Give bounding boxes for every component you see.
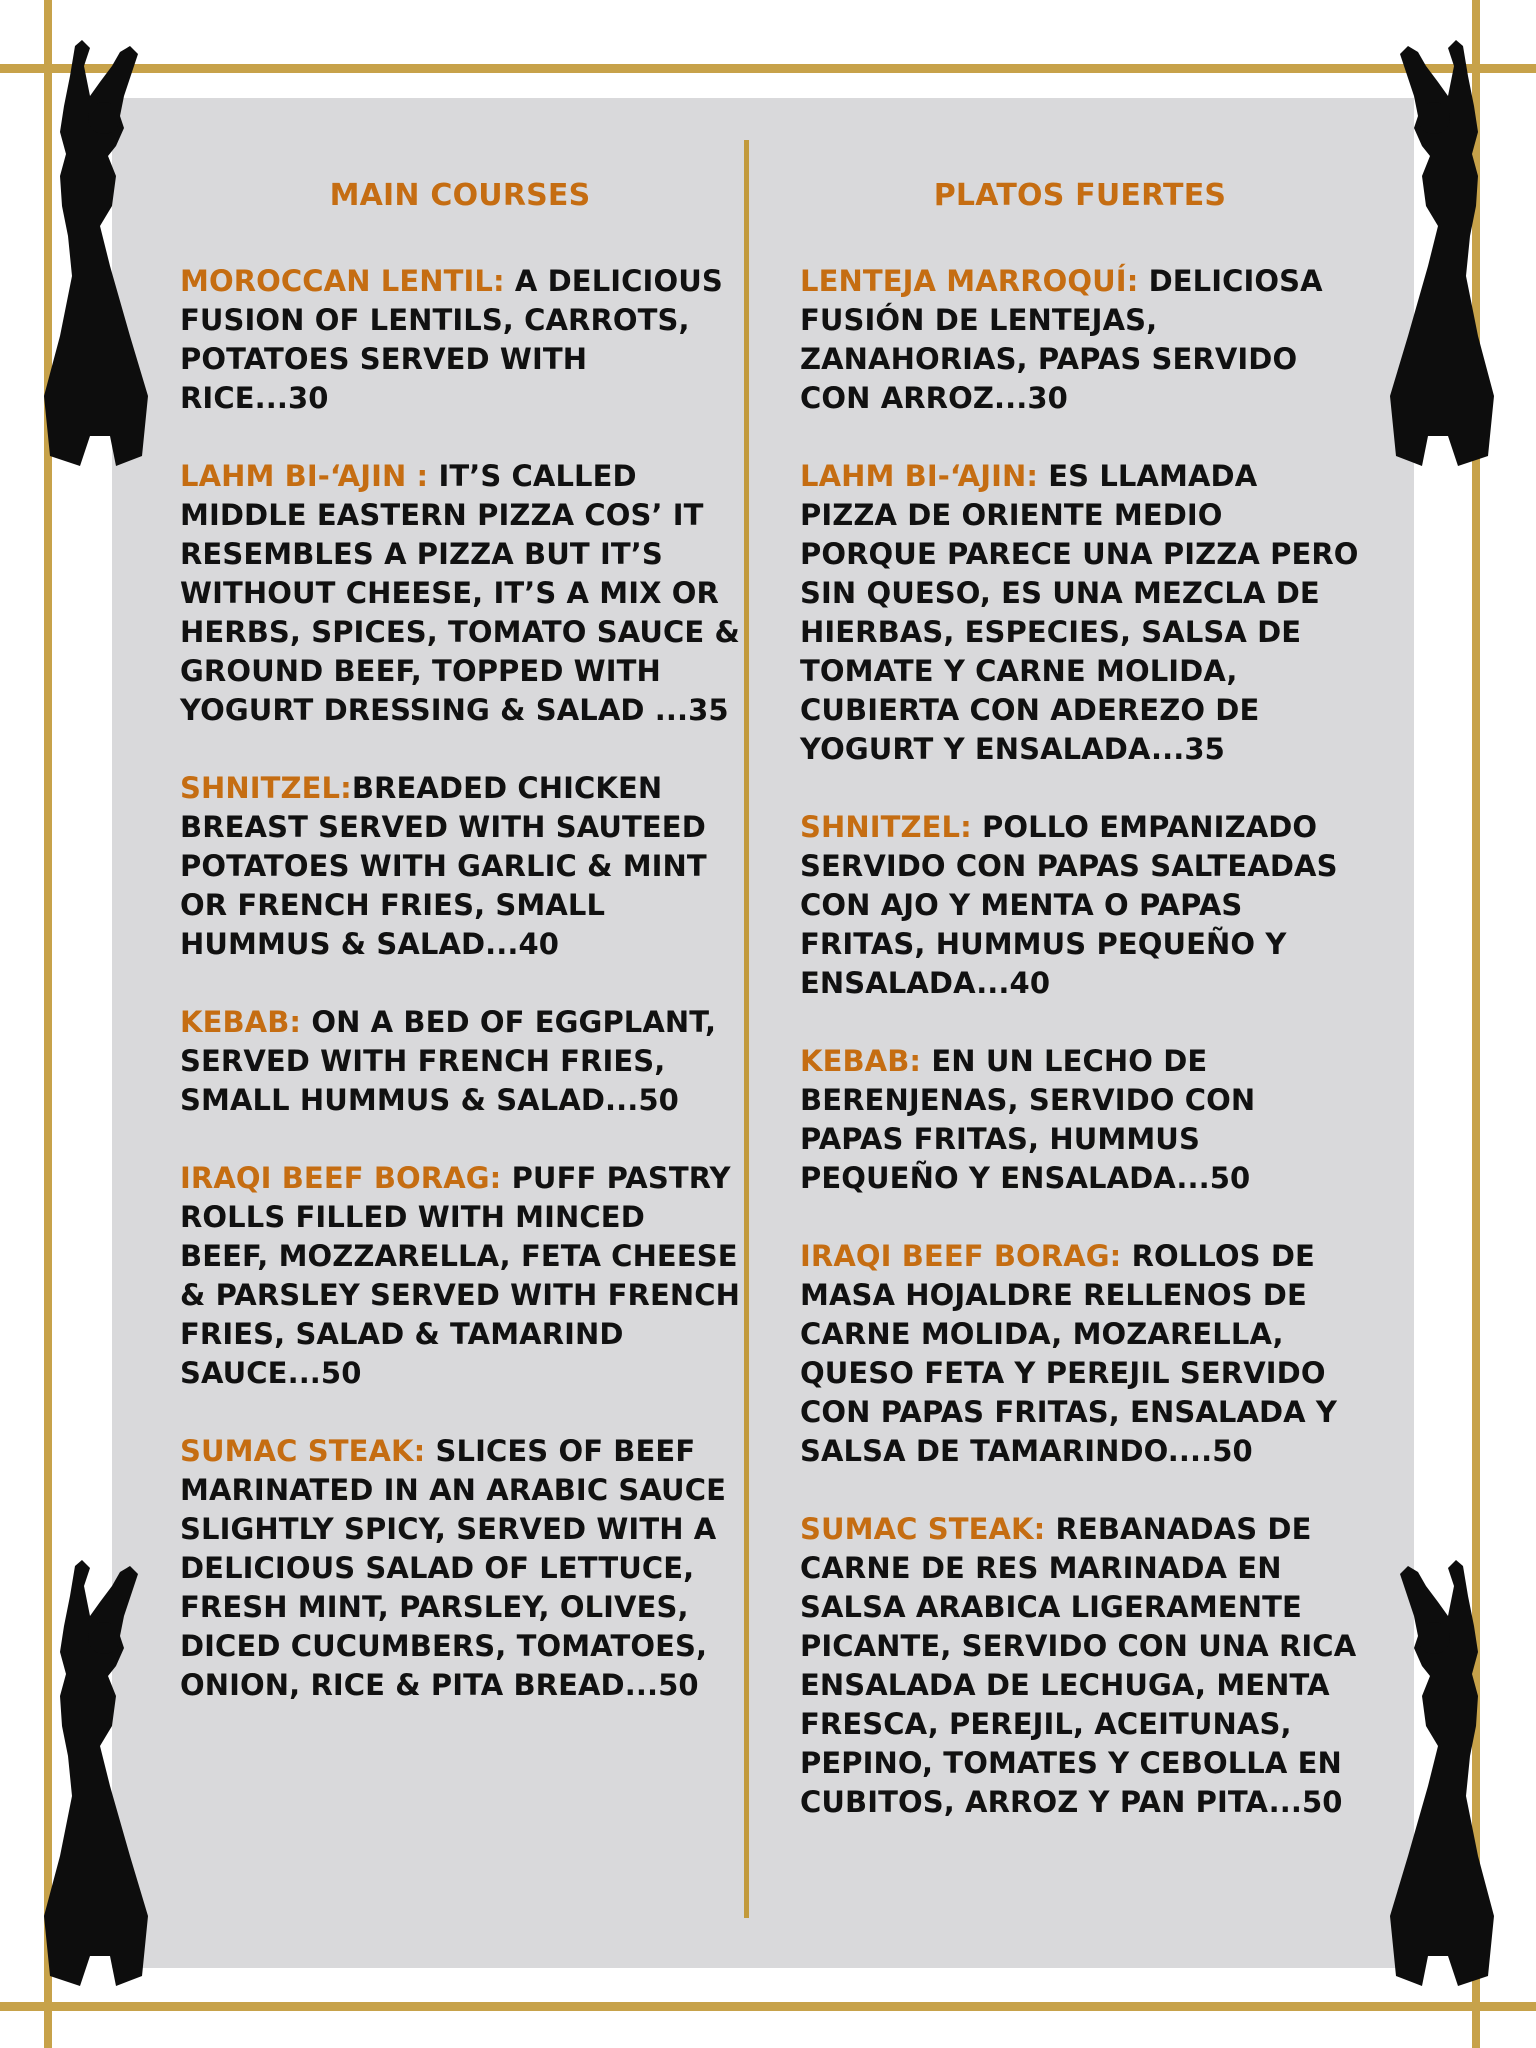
menu-item — [800, 457, 1360, 769]
item-description: SLICES OF BEEF MARINATED IN AN ARABIC SAUCE SLIGHTLY SPICY, SERVED WITH A DELICIOUS SALAD OF LETTUCE, FRESH MINT, PARSLEY, OLIVES, DICED CUCUMBERS, TOMATOES, ONION, RICE & PITA BREAD...50 — [180, 1434, 726, 1702]
menu-item — [180, 1003, 740, 1120]
item-name: SHNITZEL: — [800, 810, 972, 844]
menu-item — [800, 808, 1360, 1003]
dancer-top-left-icon — [20, 36, 170, 476]
menu-item — [180, 457, 740, 730]
frame-bottom-line — [0, 2002, 1536, 2011]
item-description: ROLLOS DE MASA HOJALDRE RELLENOS DE CARNE MOLIDA, MOZARELLA, QUESO FETA Y PEREJIL SERVIDO CON PAPAS FRITAS, ENSALADA Y SALSA DE TAMARINDO....50 — [800, 1239, 1338, 1468]
menu-item — [800, 1237, 1360, 1471]
item-description: A DELICIOUS FUSION OF LENTILS, CARROTS, POTATOES SERVED WITH RICE...30 — [180, 264, 723, 415]
item-name: IRAQI BEEF BORAG: — [180, 1161, 502, 1195]
dancer-bottom-right-icon — [1368, 1556, 1518, 1996]
menu-item — [180, 1159, 740, 1393]
dancer-top-right-icon — [1368, 36, 1518, 476]
item-description: PUFF PASTRY ROLLS FILLED WITH MINCED BEEF, MOZZARELLA, FETA CHEESE & PARSLEY SERVED WITH FRENCH FRIES, SALAD & TAMARIND SAUCE...50 — [180, 1161, 740, 1390]
menu-item — [800, 262, 1360, 418]
item-description: POLLO EMPANIZADO SERVIDO CON PAPAS SALTEADAS CON AJO Y MENTA O PAPAS FRITAS, HUMMUS PEQUEÑO Y ENSALADA...40 — [800, 810, 1338, 1000]
frame-top-line — [0, 64, 1536, 73]
item-name: KEBAB: — [800, 1044, 922, 1078]
item-description: ES LLAMADA PIZZA DE ORIENTE MEDIO PORQUE PARECE UNA PIZZA PERO SIN QUESO, ES UNA MEZCLA DE HIERBAS, ESPECIES, SALSA DE TOMATE Y CARNE MOLIDA, CUBIERTA CON ADEREZO DE YOGURT Y ENSALADA...35 — [800, 459, 1359, 766]
item-name: SUMAC STEAK: — [800, 1512, 1046, 1546]
item-description: ON A BED OF EGGPLANT, SERVED WITH FRENCH FRIES, SMALL HUMMUS & SALAD...50 — [180, 1005, 717, 1117]
menu-item — [800, 1510, 1360, 1822]
item-description: DELICIOSA FUSIÓN DE LENTEJAS, ZANAHORIAS, PAPAS SERVIDO CON ARROZ...30 — [800, 264, 1323, 415]
item-description: EN UN LECHO DE BERENJENAS, SERVIDO CON PAPAS FRITAS, HUMMUS PEQUEÑO Y ENSALADA...50 — [800, 1044, 1256, 1195]
english-column — [180, 178, 740, 1744]
column-divider — [744, 140, 749, 1918]
item-name: LENTEJA MARROQUÍ: — [800, 264, 1139, 298]
item-name: MOROCCAN LENTIL: — [180, 264, 505, 298]
item-name: LAHM BI-‘AJIN : — [180, 459, 429, 493]
item-name: SHNITZEL: — [180, 771, 352, 805]
menu-item — [180, 769, 740, 964]
dancer-bottom-left-icon — [20, 1556, 170, 1996]
item-name: SUMAC STEAK: — [180, 1434, 426, 1468]
section-heading: MAIN COURSES — [329, 178, 591, 213]
menu-item — [180, 262, 740, 418]
item-description: IT’S CALLED MIDDLE EASTERN PIZZA COS’ IT RESEMBLES A PIZZA BUT IT’S WITHOUT CHEESE, IT’S A MIX OR HERBS, SPICES, TOMATO SAUCE & GROUND BEEF, TOPPED WITH YOGURT DRESSING & SALAD ...35 — [180, 459, 740, 727]
item-name: LAHM BI-‘AJIN: — [800, 459, 1039, 493]
item-description: BREADED CHICKEN BREAST SERVED WITH SAUTEED POTATOES WITH GARLIC & MINT OR FRENCH FRIES, SMALL HUMMUS & SALAD...40 — [180, 771, 707, 961]
spanish-column — [800, 178, 1360, 1861]
item-description: REBANADAS DE CARNE DE RES MARINADA EN SALSA ARABICA LIGERAMENTE PICANTE, SERVIDO CON UNA RICA ENSALADA DE LECHUGA, MENTA FRESCA, PEREJIL, ACEITUNAS, PEPINO, TOMATES Y CEBOLLA EN CUBITOS, ARROZ Y PAN PITA...50 — [800, 1512, 1357, 1819]
menu-item — [800, 1042, 1360, 1198]
item-name: KEBAB: — [180, 1005, 302, 1039]
item-name: IRAQI BEEF BORAG: — [800, 1239, 1122, 1273]
section-heading: PLATOS FUERTES — [933, 178, 1227, 213]
menu-item — [180, 1432, 740, 1705]
